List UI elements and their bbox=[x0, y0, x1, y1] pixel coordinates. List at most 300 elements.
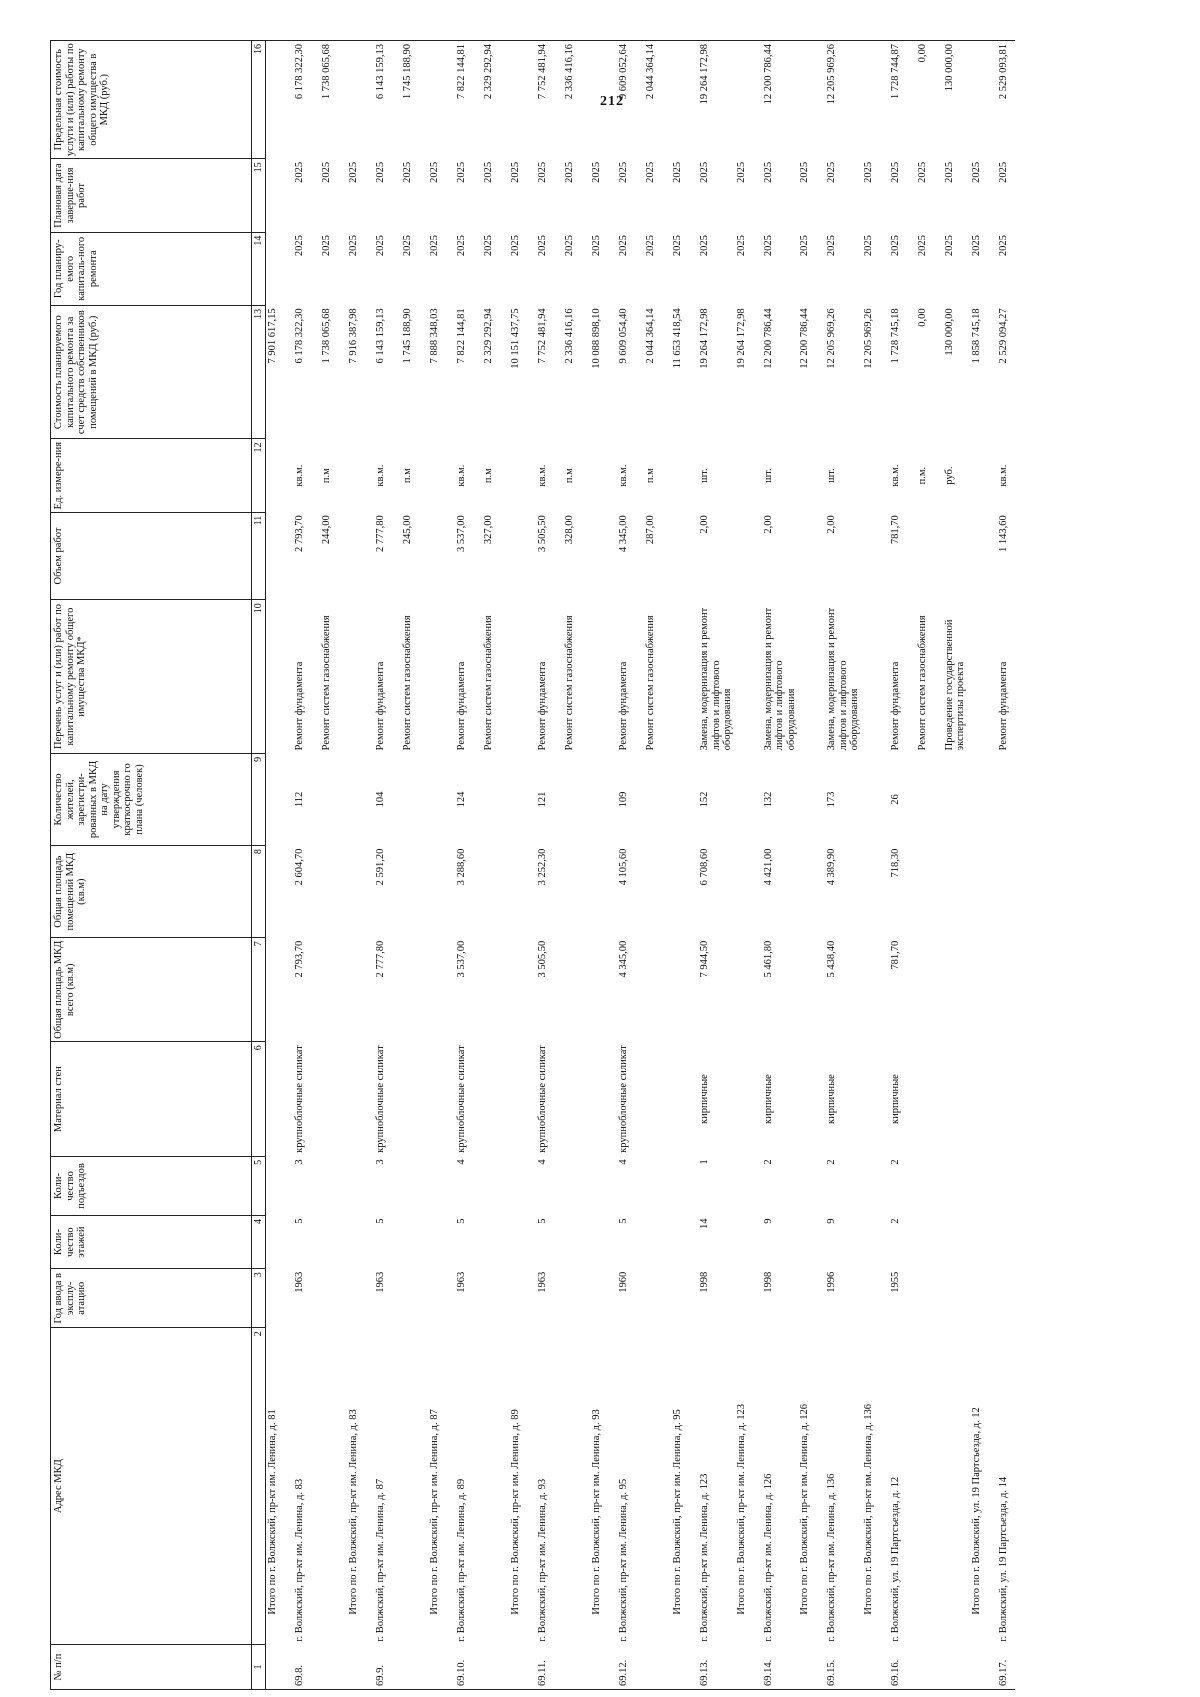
cell-col-9 bbox=[970, 753, 997, 845]
cell-col-5: 4 bbox=[618, 1159, 629, 1165]
cell-col-1 bbox=[482, 1645, 509, 1690]
column-header: Предельная стоимость услуги и (или) работы по капитальному ремонту общего имущества в МКД (руб.) bbox=[51, 41, 252, 159]
cell-col-15: 2025 bbox=[564, 161, 575, 183]
cell-col-7: 3 505,50 bbox=[537, 940, 548, 978]
cell-col-9: 124 bbox=[456, 791, 467, 808]
cell-col-15: 2025 bbox=[916, 161, 928, 183]
cell-col-11 bbox=[347, 512, 374, 599]
cell-col-2: г. Волжский, пр-кт им. Ленина, д. 89 bbox=[456, 1478, 467, 1642]
cell-col-14: 2025 bbox=[970, 235, 982, 257]
cell-col-9 bbox=[320, 753, 347, 845]
cell-col-7 bbox=[970, 938, 997, 1042]
cell-col-13: 2 329 292,94 bbox=[483, 308, 494, 364]
cell-col-16: 6 143 159,13 bbox=[374, 41, 401, 159]
cell-col-14: 2025 bbox=[456, 235, 467, 257]
cell-col-11 bbox=[798, 512, 825, 599]
cell-col-1: 69.11. bbox=[536, 1645, 563, 1690]
cell-col-12 bbox=[798, 439, 825, 512]
cell-col-10 bbox=[509, 600, 536, 754]
cell-col-15: 2025 bbox=[375, 161, 386, 183]
cell-col-11: 2 793,70 bbox=[294, 515, 305, 552]
cell-col-16: 1 745 188,90 bbox=[401, 41, 428, 159]
cell-col-15: 2025 bbox=[699, 161, 710, 183]
cell-col-1 bbox=[509, 1645, 536, 1690]
cell-col-8 bbox=[671, 846, 698, 938]
cell-col-8 bbox=[509, 846, 536, 938]
cell-col-4 bbox=[735, 1216, 762, 1269]
cell-col-8 bbox=[401, 846, 428, 938]
cell-col-6 bbox=[428, 1042, 455, 1157]
cell-col-12 bbox=[970, 439, 997, 512]
cell-col-11: 2,00 bbox=[699, 515, 710, 534]
cell-col-12: кв.м. bbox=[294, 464, 305, 487]
cell-col-4: 9 bbox=[762, 1218, 774, 1224]
cell-col-5 bbox=[970, 1156, 997, 1215]
cell-col-7 bbox=[916, 938, 943, 1042]
table-header bbox=[51, 41, 266, 1690]
cell-col-9: 173 bbox=[826, 791, 838, 808]
cell-col-7 bbox=[401, 938, 428, 1042]
cell-col-9 bbox=[798, 753, 825, 845]
cell-col-8: 2 591,20 bbox=[375, 848, 386, 886]
cell-col-16: 6 178 322,30 bbox=[293, 41, 320, 159]
cell-col-4: 5 bbox=[618, 1218, 629, 1224]
cell-col-13: 7 822 144,81 bbox=[456, 308, 467, 364]
cell-col-6: крупноблочные силикат bbox=[537, 1045, 548, 1153]
cell-col-9 bbox=[590, 753, 617, 845]
column-header: Количество жителей, зарегистри-рованных в МКД на дату утверждения краткосрочно го плана (человек) bbox=[51, 753, 252, 845]
cell-col-12: кв.м. bbox=[537, 464, 548, 487]
page-number: 212 bbox=[600, 94, 624, 109]
cell-col-12: кв.м. bbox=[375, 464, 386, 487]
column-number: 9 bbox=[252, 753, 266, 845]
cell-col-12 bbox=[347, 439, 374, 512]
cell-col-3: 1963 bbox=[375, 1271, 386, 1293]
cell-col-4 bbox=[590, 1216, 617, 1269]
cell-col-3: 1955 bbox=[889, 1271, 901, 1293]
cell-col-9 bbox=[735, 753, 762, 845]
cell-col-5: 3 bbox=[375, 1159, 386, 1165]
cell-col-6 bbox=[644, 1042, 671, 1157]
cell-col-10: Ремонт фундамента bbox=[537, 661, 548, 751]
cell-col-11 bbox=[970, 512, 997, 599]
cell-col-3: 1960 bbox=[618, 1271, 629, 1293]
rotated-table-container bbox=[50, 40, 1200, 1690]
cell-col-3 bbox=[347, 1269, 374, 1328]
cell-col-14: 2025 bbox=[916, 235, 928, 257]
cell-col-4 bbox=[509, 1216, 536, 1269]
cell-col-4: 9 bbox=[826, 1218, 838, 1224]
cell-col-3: 1963 bbox=[456, 1271, 467, 1293]
cell-col-4 bbox=[401, 1216, 428, 1269]
cell-col-15: 2025 bbox=[294, 161, 305, 183]
total-row bbox=[509, 41, 536, 1690]
cell-col-15: 2025 bbox=[943, 161, 955, 183]
cell-col-10 bbox=[428, 600, 455, 754]
cell-col-6 bbox=[916, 1042, 943, 1157]
cell-col-15: 2025 bbox=[510, 161, 521, 183]
cell-col-5 bbox=[943, 1156, 970, 1215]
cell-col-14: 2025 bbox=[483, 235, 494, 257]
cell-col-16: 2 044 364,14 bbox=[644, 41, 671, 159]
table-row bbox=[320, 41, 347, 1690]
cell-col-6 bbox=[997, 1042, 1015, 1157]
cell-col-8 bbox=[590, 846, 617, 938]
cell-col-16 bbox=[970, 41, 997, 159]
cell-col-16: 0,00 bbox=[916, 41, 943, 159]
cell-col-4: 2 bbox=[889, 1218, 901, 1224]
cell-col-15: 2025 bbox=[348, 161, 359, 183]
cell-col-7 bbox=[735, 938, 762, 1042]
cell-col-14: 2025 bbox=[826, 235, 838, 257]
column-number: 14 bbox=[252, 232, 266, 305]
cell-col-3: 1963 bbox=[294, 1271, 305, 1293]
cell-col-2: г. Волжский, пр-кт им. Ленина, д. 123 bbox=[699, 1473, 710, 1642]
cell-col-6 bbox=[590, 1042, 617, 1157]
cell-col-12 bbox=[509, 439, 536, 512]
cell-col-7: 3 537,00 bbox=[456, 940, 467, 978]
cell-col-1: 69.15. bbox=[825, 1645, 862, 1690]
cell-col-6 bbox=[862, 1042, 889, 1157]
cell-col-1 bbox=[320, 1645, 347, 1690]
cell-col-12: п.м. bbox=[916, 466, 928, 485]
cell-col-2: Итого по г. Волжский, пр-кт им. Ленина, д. 136 bbox=[862, 1403, 874, 1615]
cell-col-14 bbox=[266, 232, 294, 305]
cell-col-5 bbox=[590, 1156, 617, 1215]
cell-col-13: 12 200 786,44 bbox=[799, 308, 811, 369]
cell-col-12 bbox=[266, 439, 294, 512]
cell-col-10: Ремонт фундамента bbox=[456, 661, 467, 751]
cell-col-11: 1 143,60 bbox=[997, 515, 1009, 552]
table-row bbox=[536, 41, 563, 1690]
cell-col-7 bbox=[509, 938, 536, 1042]
cell-col-7: 5 438,40 bbox=[826, 940, 838, 978]
cell-col-13: 7 916 387,98 bbox=[348, 308, 359, 364]
cell-col-1 bbox=[563, 1645, 590, 1690]
cell-col-4 bbox=[266, 1216, 294, 1269]
cell-col-2 bbox=[401, 1328, 428, 1645]
table-body bbox=[266, 41, 1015, 1690]
cell-col-10 bbox=[671, 600, 698, 754]
cell-col-5: 2 bbox=[762, 1159, 774, 1165]
cell-col-10 bbox=[735, 600, 762, 754]
cell-col-13: 11 653 418,54 bbox=[672, 308, 683, 369]
cell-col-12: п.м bbox=[645, 468, 656, 484]
cell-col-4 bbox=[320, 1216, 347, 1269]
total-row bbox=[347, 41, 374, 1690]
table-row bbox=[563, 41, 590, 1690]
column-number: 13 bbox=[252, 305, 266, 439]
cell-col-12: шт. bbox=[699, 468, 710, 483]
cell-col-12 bbox=[862, 439, 889, 512]
header-row bbox=[51, 41, 252, 1690]
cell-col-13: 19 264 172,98 bbox=[699, 308, 710, 369]
cell-col-2: Итого по г. Волжский, пр-кт им. Ленина, д. 93 bbox=[591, 1409, 602, 1615]
column-number: 5 bbox=[252, 1156, 266, 1215]
cell-col-3 bbox=[482, 1269, 509, 1328]
column-header: Стоимость планируемого капитального ремонта за счет средств собственников помещений в МКД (руб.) bbox=[51, 305, 252, 439]
cell-col-2: Итого по г. Волжский, ул. 19 Партсъезда, д. 12 bbox=[970, 1407, 982, 1615]
column-header: Год планиру-емого капиталь-ного ремонта bbox=[51, 232, 252, 305]
cell-col-7 bbox=[644, 938, 671, 1042]
cell-col-1 bbox=[347, 1645, 374, 1690]
cell-col-15: 2025 bbox=[645, 161, 656, 183]
cell-col-5: 4 bbox=[537, 1159, 548, 1165]
cell-col-2: Итого по г. Волжский, пр-кт им. Ленина, д. 89 bbox=[510, 1409, 521, 1615]
cell-col-4 bbox=[482, 1216, 509, 1269]
cell-col-14: 2025 bbox=[889, 235, 901, 257]
cell-col-10 bbox=[266, 600, 294, 754]
cell-col-9 bbox=[401, 753, 428, 845]
cell-col-6: крупноблочные силикат bbox=[456, 1045, 467, 1153]
cell-col-15: 2025 bbox=[591, 161, 602, 183]
table-row bbox=[644, 41, 671, 1690]
cell-col-4 bbox=[671, 1216, 698, 1269]
cell-col-15: 2025 bbox=[997, 161, 1009, 183]
cell-col-11 bbox=[862, 512, 889, 599]
column-number: 11 bbox=[252, 512, 266, 599]
cell-col-4: 5 bbox=[375, 1218, 386, 1224]
cell-col-6 bbox=[347, 1042, 374, 1157]
cell-col-15: 2025 bbox=[456, 161, 467, 183]
cell-col-6 bbox=[563, 1042, 590, 1157]
cell-col-16: 1 728 744,87 bbox=[889, 41, 916, 159]
cell-col-5 bbox=[266, 1156, 294, 1215]
cell-col-8 bbox=[862, 846, 889, 938]
table-row bbox=[916, 41, 943, 1690]
cell-col-8 bbox=[266, 846, 294, 938]
column-header: Адрес МКД bbox=[51, 1328, 252, 1645]
cell-col-7 bbox=[563, 938, 590, 1042]
cell-col-9 bbox=[862, 753, 889, 845]
cell-col-3 bbox=[970, 1269, 997, 1328]
cell-col-6 bbox=[970, 1042, 997, 1157]
cell-col-3 bbox=[798, 1269, 825, 1328]
table-row bbox=[997, 41, 1015, 1690]
cell-col-8: 2 604,70 bbox=[294, 848, 305, 886]
cell-col-1 bbox=[644, 1645, 671, 1690]
cell-col-6 bbox=[943, 1042, 970, 1157]
cell-col-4 bbox=[916, 1216, 943, 1269]
cell-col-9 bbox=[509, 753, 536, 845]
cell-col-9: 26 bbox=[889, 794, 901, 805]
cell-col-9 bbox=[671, 753, 698, 845]
cell-col-13: 6 178 322,30 bbox=[294, 308, 305, 364]
cell-col-8 bbox=[644, 846, 671, 938]
cell-col-12: кв.м. bbox=[618, 464, 629, 487]
cell-col-15: 2025 bbox=[826, 161, 838, 183]
cell-col-12: п.м bbox=[321, 468, 332, 484]
cell-col-16: 2 329 292,94 bbox=[482, 41, 509, 159]
cell-col-13: 2 529 094,27 bbox=[997, 308, 1009, 364]
table-row bbox=[293, 41, 320, 1690]
cell-col-5 bbox=[735, 1156, 762, 1215]
total-row bbox=[671, 41, 698, 1690]
cell-col-10: Ремонт фундамента bbox=[618, 661, 629, 751]
column-header: Перечень услуг и (или) работ по капитальному ремонту общего имущества МКД* bbox=[51, 600, 252, 754]
cell-col-16: 7 752 481,94 bbox=[536, 41, 563, 159]
cell-col-12 bbox=[590, 439, 617, 512]
cell-col-12 bbox=[671, 439, 698, 512]
repair-plan-table bbox=[50, 40, 1015, 1690]
cell-col-8 bbox=[320, 846, 347, 938]
cell-col-13: 2 044 364,14 bbox=[645, 308, 656, 364]
cell-col-1 bbox=[798, 1645, 825, 1690]
cell-col-9: 109 bbox=[618, 791, 629, 808]
cell-col-2: Итого по г. Волжский, пр-кт им. Ленина, д. 123 bbox=[735, 1403, 747, 1615]
cell-col-1: 69.17. bbox=[997, 1645, 1015, 1690]
cell-col-12 bbox=[428, 439, 455, 512]
cell-col-6 bbox=[266, 1042, 294, 1157]
cell-col-11: 2,00 bbox=[762, 515, 774, 534]
cell-col-15: 2025 bbox=[970, 161, 982, 183]
cell-col-1: 69.14. bbox=[762, 1645, 799, 1690]
cell-col-14: 2025 bbox=[672, 235, 683, 257]
cell-col-9: 104 bbox=[375, 791, 386, 808]
cell-col-2: Итого по г. Волжский, пр-кт им. Ленина, д. 87 bbox=[429, 1409, 440, 1615]
cell-col-1 bbox=[735, 1645, 762, 1690]
cell-col-11 bbox=[509, 512, 536, 599]
column-number: 8 bbox=[252, 846, 266, 938]
cell-col-9 bbox=[563, 753, 590, 845]
cell-col-16: 9 609 052,64 bbox=[617, 41, 644, 159]
cell-col-14: 2025 bbox=[294, 235, 305, 257]
cell-col-14: 2025 bbox=[699, 235, 710, 257]
table-row bbox=[617, 41, 644, 1690]
cell-col-13: 2 336 416,16 bbox=[564, 308, 575, 364]
cell-col-10: Замена, модернизация и ремонт лифтов и лифтового оборудования bbox=[762, 607, 797, 751]
cell-col-11 bbox=[943, 512, 970, 599]
cell-col-3 bbox=[644, 1269, 671, 1328]
cell-col-5 bbox=[916, 1156, 943, 1215]
cell-col-6: крупноблочные силикат bbox=[294, 1045, 305, 1153]
cell-col-2: г. Волжский, пр-кт им. Ленина, д. 126 bbox=[762, 1473, 774, 1642]
cell-col-2: г. Волжский, пр-кт им. Ленина, д. 83 bbox=[294, 1478, 305, 1642]
cell-col-11: 245,00 bbox=[402, 515, 413, 545]
cell-col-3 bbox=[862, 1269, 889, 1328]
column-number: 3 bbox=[252, 1269, 266, 1328]
cell-col-3 bbox=[509, 1269, 536, 1328]
column-header: № п/п bbox=[51, 1645, 252, 1690]
column-header: Материал стен bbox=[51, 1042, 252, 1157]
cell-col-2 bbox=[644, 1328, 671, 1645]
cell-col-7 bbox=[997, 938, 1015, 1042]
cell-col-13: 10 088 898,10 bbox=[591, 308, 602, 369]
cell-col-13: 7 901 617,15 bbox=[267, 308, 278, 364]
cell-col-5: 2 bbox=[826, 1159, 838, 1165]
cell-col-7 bbox=[428, 938, 455, 1042]
cell-col-10: Ремонт систем газоснабжения bbox=[916, 615, 928, 751]
cell-col-6: кирпичные bbox=[826, 1074, 838, 1125]
total-row bbox=[590, 41, 617, 1690]
cell-col-2 bbox=[482, 1328, 509, 1645]
cell-col-15: 2025 bbox=[862, 161, 874, 183]
cell-col-2: Итого по г. Волжский, пр-кт им. Ленина, д. 126 bbox=[799, 1403, 811, 1615]
cell-col-9: 132 bbox=[762, 791, 774, 808]
column-number: 6 bbox=[252, 1042, 266, 1157]
cell-col-11 bbox=[266, 512, 294, 599]
cell-col-15: 2025 bbox=[483, 161, 494, 183]
cell-col-1 bbox=[590, 1645, 617, 1690]
cell-col-14: 2025 bbox=[429, 235, 440, 257]
cell-col-15 bbox=[266, 159, 294, 232]
cell-col-2 bbox=[563, 1328, 590, 1645]
cell-col-16: 7 822 144,81 bbox=[455, 41, 482, 159]
cell-col-8 bbox=[943, 846, 970, 938]
cell-col-11: 244,00 bbox=[321, 515, 332, 545]
cell-col-8: 6 708,60 bbox=[699, 848, 710, 886]
cell-col-6: кирпичные bbox=[699, 1074, 710, 1125]
cell-col-1 bbox=[862, 1645, 889, 1690]
cell-col-8: 3 252,30 bbox=[537, 848, 548, 886]
cell-col-7: 2 793,70 bbox=[294, 940, 305, 978]
cell-col-12: шт. bbox=[762, 468, 774, 483]
cell-col-2: г. Волжский, пр-кт им. Ленина, д. 136 bbox=[826, 1473, 838, 1642]
cell-col-6 bbox=[671, 1042, 698, 1157]
cell-col-16 bbox=[798, 41, 825, 159]
cell-col-13: 7 752 481,94 bbox=[537, 308, 548, 364]
table-row bbox=[762, 41, 799, 1690]
cell-col-9 bbox=[644, 753, 671, 845]
cell-col-10: Замена, модернизация и ремонт лифтов и лифтового оборудования bbox=[826, 607, 861, 751]
table-row bbox=[374, 41, 401, 1690]
cell-col-7: 781,70 bbox=[889, 940, 901, 970]
cell-col-2: Итого по г. Волжский, пр-кт им. Ленина, д. 81 bbox=[267, 1409, 278, 1615]
cell-col-1 bbox=[943, 1645, 970, 1690]
cell-col-14: 2025 bbox=[762, 235, 774, 257]
column-header: Общая площадь МКД всего (кв.м) bbox=[51, 938, 252, 1042]
cell-col-6 bbox=[798, 1042, 825, 1157]
cell-col-4: 5 bbox=[294, 1218, 305, 1224]
cell-col-14: 2025 bbox=[537, 235, 548, 257]
cell-col-12: руб. bbox=[943, 466, 955, 485]
cell-col-6: кирпичные bbox=[889, 1074, 901, 1125]
cell-col-1: 69.16. bbox=[889, 1645, 916, 1690]
cell-col-3 bbox=[320, 1269, 347, 1328]
cell-col-4 bbox=[862, 1216, 889, 1269]
cell-col-9: 112 bbox=[294, 791, 305, 808]
cell-col-8 bbox=[970, 846, 997, 938]
cell-col-5 bbox=[862, 1156, 889, 1215]
cell-col-14: 2025 bbox=[735, 235, 747, 257]
cell-col-9 bbox=[997, 753, 1015, 845]
cell-col-10: Проведение государственной экспертизы проекта bbox=[943, 619, 967, 751]
cell-col-14: 2025 bbox=[402, 235, 413, 257]
cell-col-16: 130 000,00 bbox=[943, 41, 970, 159]
total-row bbox=[862, 41, 889, 1690]
cell-col-8 bbox=[798, 846, 825, 938]
cell-col-1: 69.13. bbox=[698, 1645, 735, 1690]
cell-col-6: крупноблочные силикат bbox=[375, 1045, 386, 1153]
cell-col-10 bbox=[347, 600, 374, 754]
cell-col-1: 69.8. bbox=[293, 1645, 320, 1690]
cell-col-8: 4 105,60 bbox=[618, 848, 629, 886]
cell-col-10 bbox=[862, 600, 889, 754]
cell-col-16 bbox=[735, 41, 762, 159]
cell-col-11: 2 777,80 bbox=[375, 515, 386, 552]
cell-col-9: 152 bbox=[699, 791, 710, 808]
cell-col-3 bbox=[428, 1269, 455, 1328]
cell-col-4 bbox=[970, 1216, 997, 1269]
cell-col-16 bbox=[671, 41, 698, 159]
cell-col-8: 4 421,00 bbox=[762, 848, 774, 886]
cell-col-16 bbox=[428, 41, 455, 159]
cell-col-6 bbox=[482, 1042, 509, 1157]
cell-col-1: 69.12. bbox=[617, 1645, 644, 1690]
total-row bbox=[266, 41, 294, 1690]
cell-col-14: 2025 bbox=[799, 235, 811, 257]
cell-col-2 bbox=[916, 1328, 943, 1645]
